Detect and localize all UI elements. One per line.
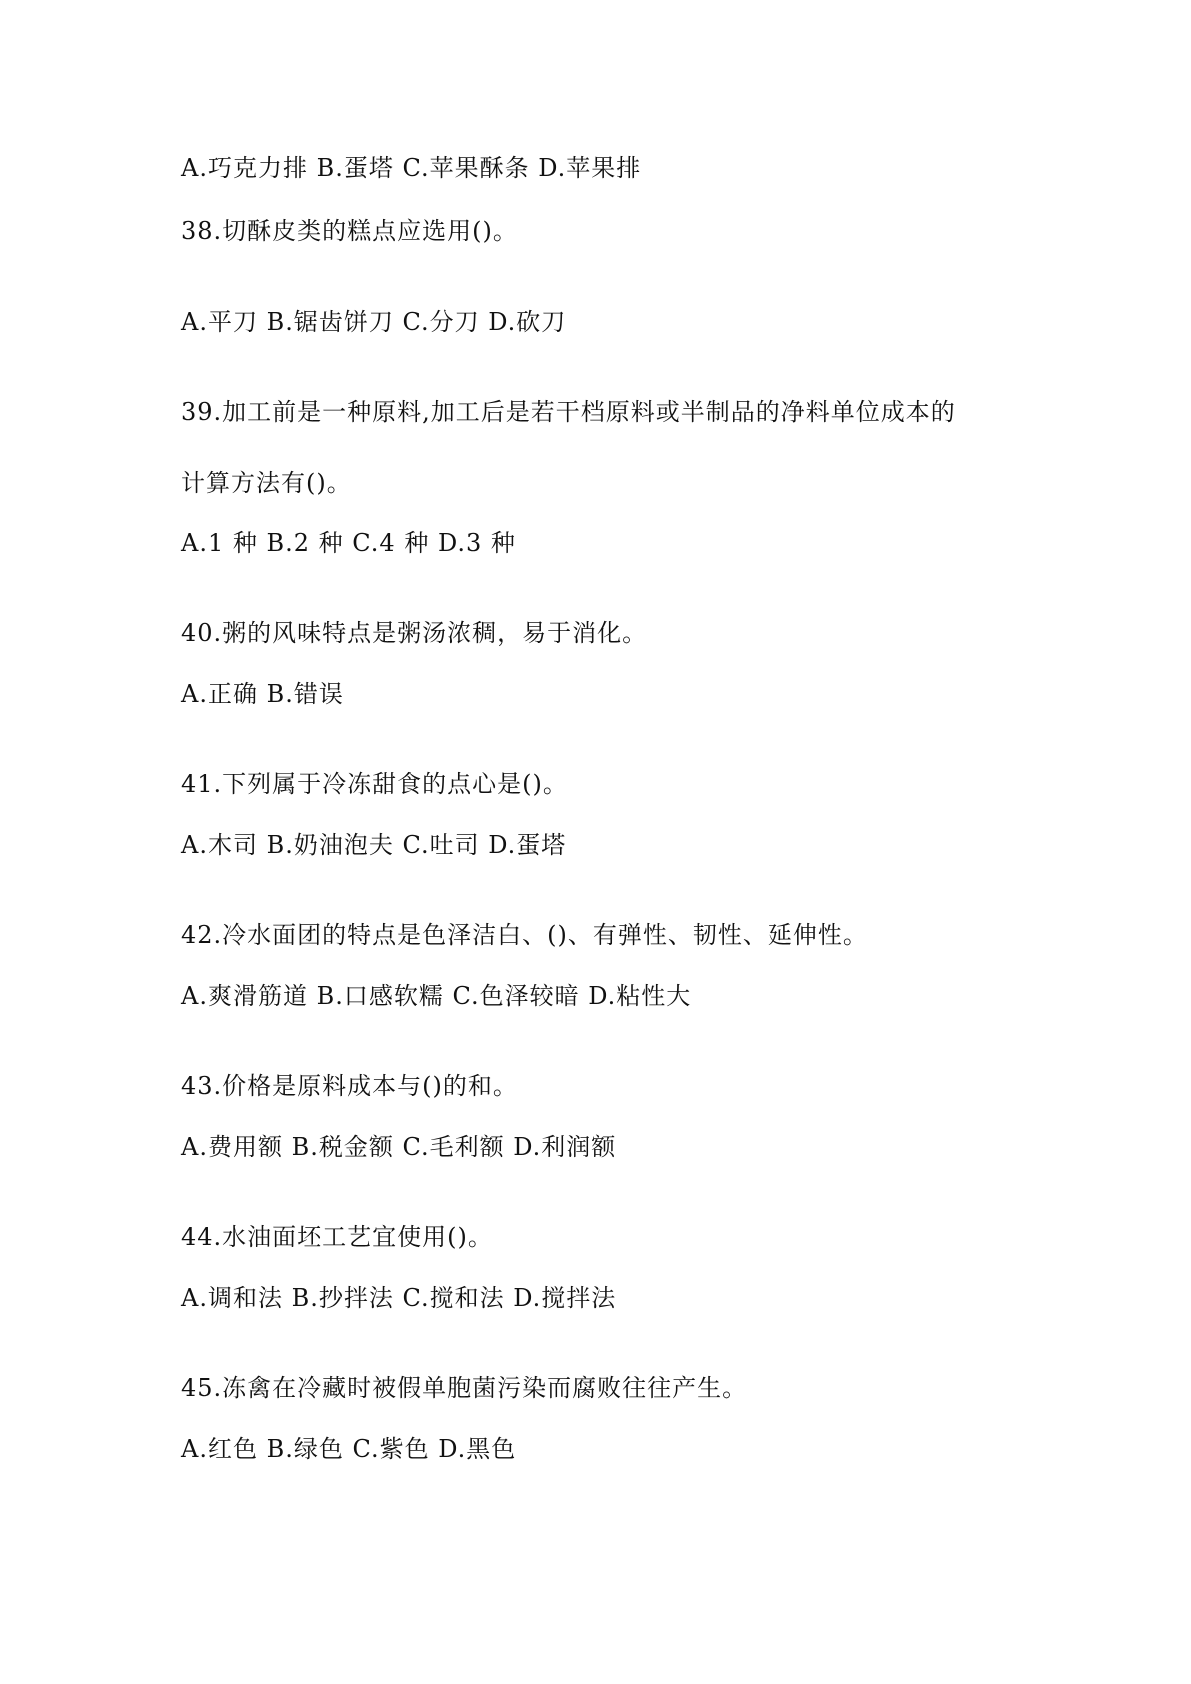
answer-options-39: A.1 种 B.2 种 C.4 种 D.3 种 <box>181 529 516 557</box>
answer-options-37: A.巧克力排 B.蛋塔 C.苹果酥条 D.苹果排 <box>181 154 642 182</box>
answer-options-38: A.平刀 B.锯齿饼刀 C.分刀 D.砍刀 <box>181 308 567 336</box>
answer-options-43: A.费用额 B.税金额 C.毛利额 D.利润额 <box>181 1133 617 1161</box>
question-40: 40.粥的风味特点是粥汤浓稠，易于消化。 <box>181 619 648 647</box>
answer-options-40: A.正确 B.错误 <box>181 680 344 708</box>
answer-options-42: A.爽滑筋道 B.口感软糯 C.色泽较暗 D.粘性大 <box>181 982 692 1010</box>
question-43: 43.价格是原料成本与()的和。 <box>181 1072 518 1100</box>
answer-options-41: A.木司 B.奶油泡夫 C.吐司 D.蛋塔 <box>181 831 567 859</box>
answer-options-44: A.调和法 B.抄拌法 C.搅和法 D.搅拌法 <box>181 1284 617 1312</box>
question-44: 44.水油面坯工艺宜使用()。 <box>181 1223 493 1251</box>
question-45: 45.冻禽在冷藏时被假单胞菌污染而腐败往往产生。 <box>181 1374 748 1402</box>
answer-options-45: A.红色 B.绿色 C.紫色 D.黑色 <box>181 1435 517 1463</box>
question-42: 42.冷水面团的特点是色泽洁白、()、有弹性、韧性、延伸性。 <box>181 921 868 949</box>
question-39-line-2: 计算方法有()。 <box>181 469 352 497</box>
question-38: 38.切酥皮类的糕点应选用()。 <box>181 217 518 245</box>
question-41: 41.下列属于冷冻甜食的点心是()。 <box>181 770 568 798</box>
question-39-line-1: 39.加工前是一种原料,加工后是若干档原料或半制品的净料单位成本的 <box>181 398 956 426</box>
